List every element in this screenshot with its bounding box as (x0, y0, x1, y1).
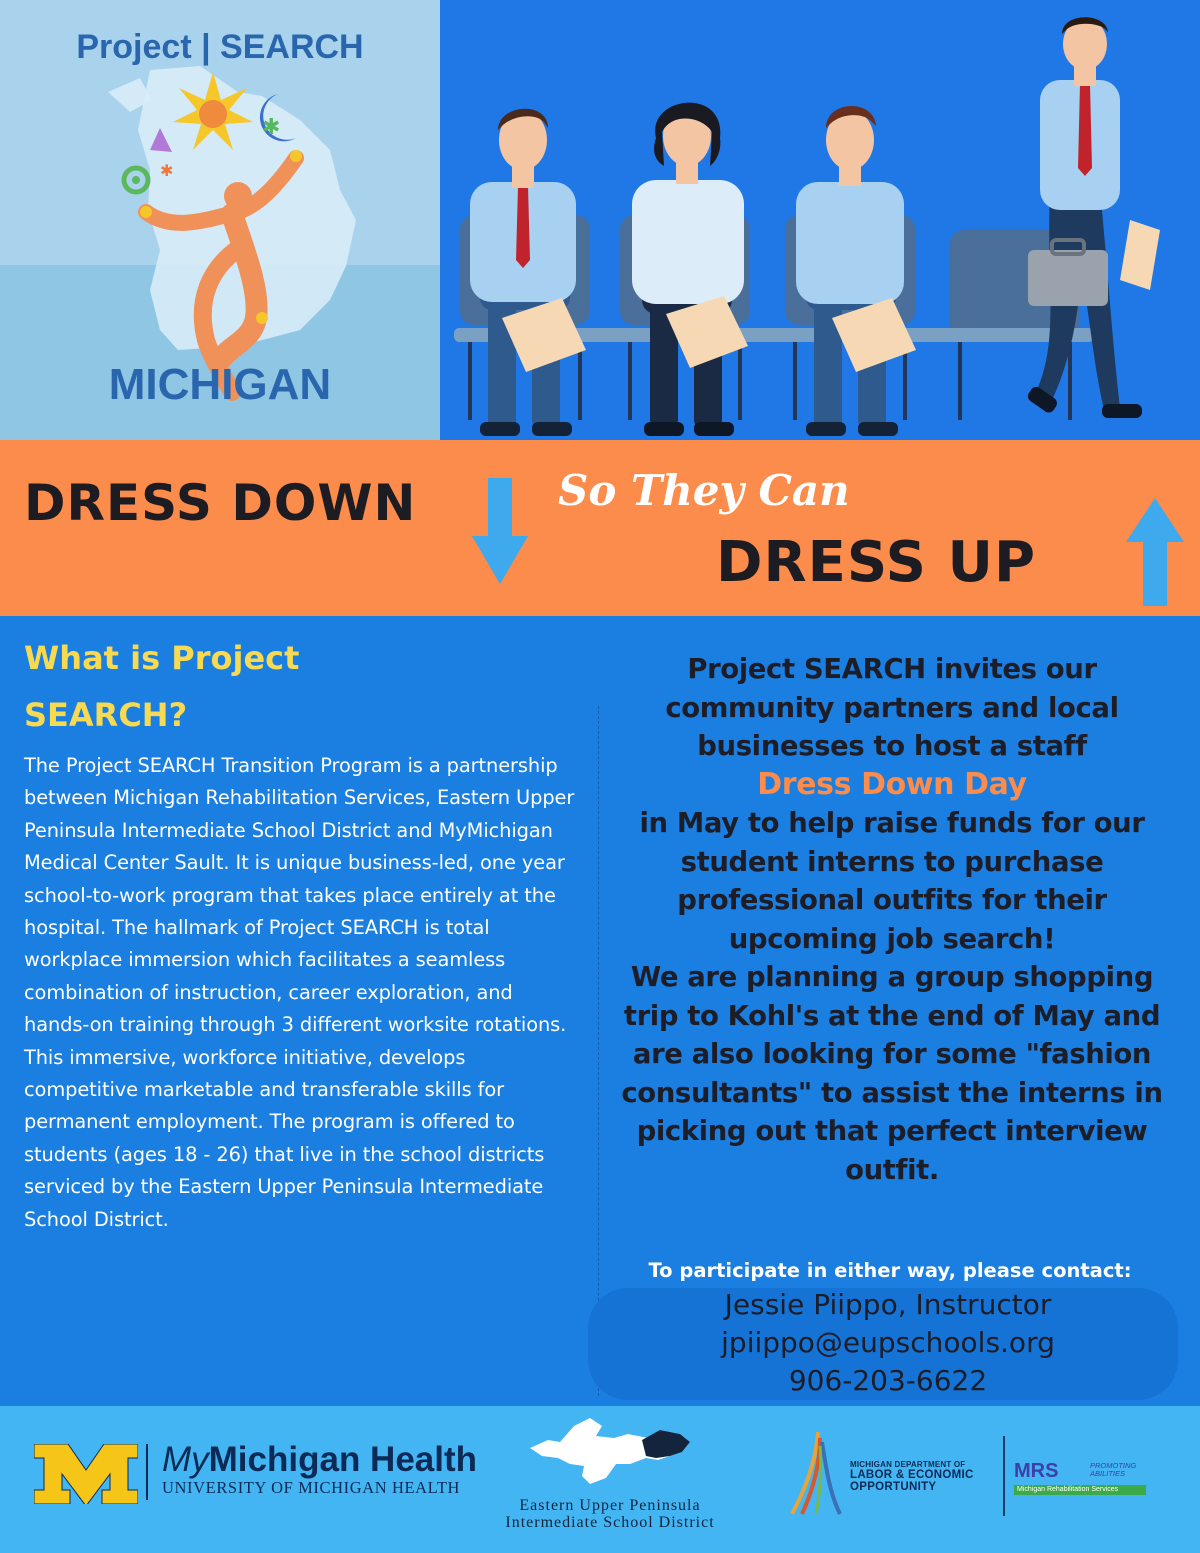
dress-down-day-highlight: Dress Down Day (757, 766, 1027, 802)
what-is-body: The Project SEARCH Transition Program is a partnership between Michigan Rehabilitation Services, Eastern Upper Peninsula Intermediate School District and MyMichigan Medical Center Sault. It is unique business-led, one year school-to-work program that takes place entirely at the hospital. The hallmark of Project SEARCH is total workplace immersion which facilitates a seamless combination of instruction, career exploration, and hands-on training through 3 different worksite rotations. This immersive, workforce initiative, develops competitive marketable and transferable skills for permanent employment. The program is offered to students (ages 18 - 26) that live in the school districts serviced by the Eastern Upper Peninsula Intermediate School District. (24, 754, 575, 1231)
waiting-room-illustration (440, 0, 1200, 440)
dress-down-heading: DRESS DOWN (24, 474, 417, 532)
arrow-up-icon (1126, 498, 1184, 608)
eup-isd-line1: Eastern Upper Peninsula (519, 1497, 701, 1514)
arrow-down-icon (472, 478, 528, 586)
candidate-2 (632, 103, 748, 436)
mrs-tagline (1090, 1462, 1136, 1478)
leo-line1: MICHIGAN DEPARTMENT OF (850, 1460, 966, 1469)
mymichigan-health-name (162, 1440, 477, 1480)
candidate-1 (470, 109, 586, 436)
leo-swoosh-logo-icon (790, 1432, 846, 1516)
invitation-text (602, 650, 1182, 1189)
leo-line3: OPPORTUNITY (850, 1481, 937, 1493)
dress-up-heading: DRESS UP (716, 530, 1037, 595)
contact-lead-text: To participate in either way, please contact: (648, 1259, 1132, 1282)
university-of-michigan-health: UNIVERSITY OF MICHIGAN HEALTH (162, 1478, 461, 1497)
eup-isd-line2: Intermediate School District (505, 1514, 715, 1531)
mrs-logo (1014, 1460, 1154, 1495)
logo-separator (146, 1444, 148, 1500)
mrs-tagline-2: ABILITIES (1090, 1469, 1126, 1478)
mrs-full-name: Michigan Rehabilitation Services (1014, 1485, 1146, 1495)
leo-name (850, 1460, 974, 1493)
invite-details: in May to help raise funds for our student interns to purchase professional outfits for their upcoming job search! (639, 807, 1145, 955)
svg-text:✱: ✱ (262, 115, 281, 140)
eup-isd-name (440, 1497, 780, 1531)
mrs-abbreviation: MRS (1014, 1460, 1059, 1482)
mymichigan-health-logo (34, 1440, 478, 1510)
leo-line2: LABOR & ECONOMIC (850, 1469, 974, 1481)
invite-intro: Project SEARCH invites our community partners and local businesses to host a staff (665, 653, 1119, 762)
logo-title: Project | SEARCH (76, 28, 364, 66)
mymichigan-health-wordmark: Michigan Health (208, 1440, 478, 1479)
invite-plans: We are planning a group shopping trip to Kohl's at the end of May and are also looking for some "fashion consultants" to assist the interns in picking out that perfect interview outfit. (621, 961, 1163, 1186)
contact-phone: 906-203-6622 (788, 1364, 988, 1397)
job-candidates-illustration-icon (440, 0, 1200, 440)
contact-email-link[interactable]: jpiippo@eupschools.org (721, 1326, 1055, 1359)
mrs-tagline-1: PROMOTING (1090, 1461, 1137, 1470)
so-they-can-script: So They Can (558, 466, 850, 515)
svg-text:✱: ✱ (160, 161, 174, 180)
candidate-4-standing (1026, 17, 1160, 418)
mymichigan-my: My (162, 1440, 209, 1479)
upper-peninsula-map-icon (530, 1412, 700, 1492)
project-search-logo (0, 0, 440, 440)
logo-separator (1003, 1436, 1005, 1516)
contact-name: Jessie Piippo, Instructor (724, 1288, 1052, 1321)
block-m-icon (34, 1444, 138, 1504)
what-is-heading: What is Project SEARCH? (24, 639, 300, 734)
logo-state-name: MICHIGAN (108, 360, 332, 409)
candidate-3 (796, 106, 916, 436)
